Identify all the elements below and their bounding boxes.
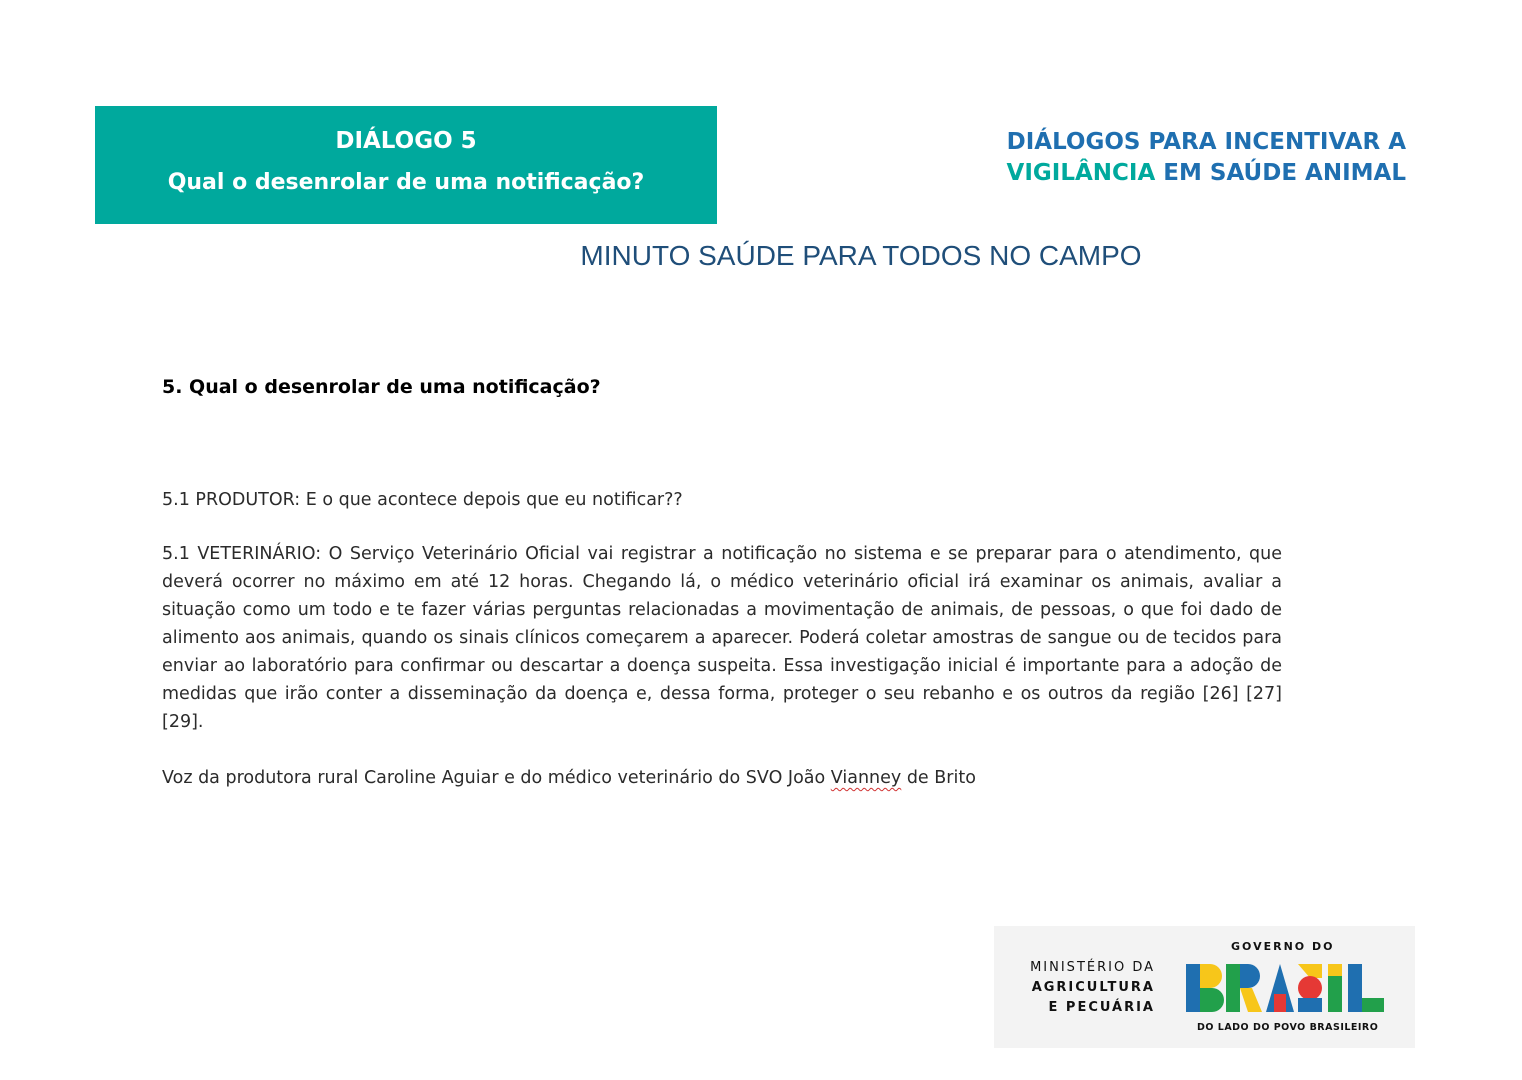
brand-title-line1: DIÁLOGOS PARA INCENTIVAR A	[1006, 129, 1406, 155]
producer-question: 5.1 PRODUTOR: E o que acontece depois que eu notificar??	[162, 490, 683, 510]
brasil-logo-icon	[1186, 962, 1386, 1016]
brand-title-vigilancia: VIGILÂNCIA	[1006, 160, 1156, 186]
page-subtitle: MINUTO SAÚDE PARA TODOS NO CAMPO	[580, 240, 1142, 271]
ministry-name	[1030, 958, 1155, 1018]
voice-credits-suffix: de Brito	[901, 768, 976, 788]
veterinarian-answer: 5.1 VETERINÁRIO: O Serviço Veterinário Oficial vai registrar a notificação no sistema e se preparar para o atendimento, que deverá ocorrer no máximo em até 12 horas. Chegando lá, o médico veterinário oficial irá examinar os animais, avaliar a situação como um todo e te fazer várias perguntas relacionadas a movimentação de animais, de pessoas, o que foi dado de alimento aos animais, quando os sinais clínicos começarem a aparecer. Poderá coletar amostras de sangue ou de tecidos para enviar ao laboratório para confirmar ou descartar a doença suspeita. Essa investigação inicial é importante para a adoção de medidas que irão conter a disseminação da doença e, dessa forma, proteger o seu rebanho e os outros da região [26] [27] [29].	[162, 544, 1282, 732]
dialog-number: DIÁLOGO 5	[335, 128, 477, 154]
povo-brasileiro-tagline: DO LADO DO POVO BRASILEIRO	[1197, 1022, 1379, 1033]
voice-credits-prefix: Voz da produtora rural Caroline Aguiar e do médico veterinário do SVO João	[162, 768, 831, 788]
brand-title-line2	[1007, 158, 1406, 189]
ministry-line3: E PECUÁRIA	[1048, 1000, 1155, 1015]
governo-do-label: GOVERNO DO	[1231, 940, 1335, 953]
ministry-line2: AGRICULTURA	[1031, 980, 1155, 995]
brand-title-saude-animal: EM SAÚDE ANIMAL	[1155, 160, 1406, 186]
voice-credits	[162, 764, 1282, 792]
ministry-line1: MINISTÉRIO DA	[1030, 960, 1155, 975]
government-logo-block	[994, 926, 1415, 1048]
brand-title	[1007, 127, 1406, 189]
section-heading: 5. Qual o desenrolar de uma notificação?	[162, 376, 601, 398]
dialog-header-box	[95, 106, 717, 224]
dialog-question: Qual o desenrolar de uma notificação?	[167, 170, 645, 195]
spellcheck-word: Vianney	[830, 768, 902, 788]
